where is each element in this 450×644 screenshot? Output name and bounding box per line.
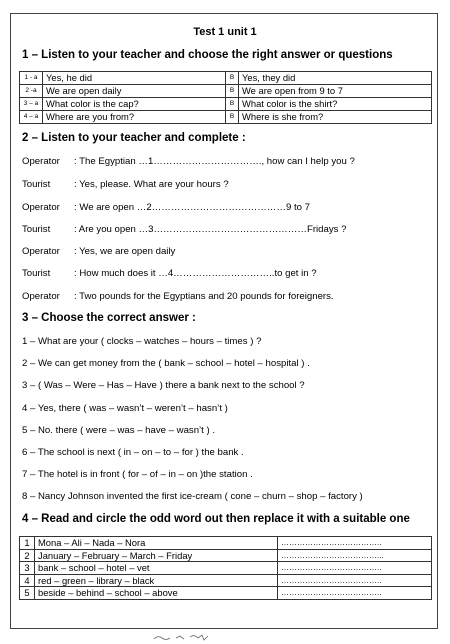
dialogue-line — [22, 291, 334, 302]
option-b-label: B — [226, 72, 239, 85]
dialogue-text: : How much does it …4…………………………..to get in ? — [74, 268, 317, 279]
answer-blank[interactable]: ……………………………….. — [278, 587, 432, 600]
row-number: 1 - a — [20, 72, 43, 85]
q2-heading: 2 – Listen to your teacher and complete : — [22, 132, 246, 144]
option-a[interactable]: We are open daily — [43, 85, 226, 98]
page-title: Test 1 unit 1 — [193, 26, 257, 38]
dialogue-line — [22, 224, 346, 235]
table-row — [20, 98, 432, 111]
table-row — [20, 72, 432, 85]
speaker-label: Operator — [22, 291, 60, 302]
question-item: 3 – ( Was – Were – Has – Have ) there a bank next to the school ? — [22, 380, 305, 391]
dialogue-text: : Yes, please. What are your hours ? — [74, 179, 229, 190]
speaker-label: Tourist — [22, 179, 51, 190]
word-list[interactable]: bank – school – hotel – vet — [35, 562, 278, 575]
option-a[interactable]: What color is the cap? — [43, 98, 226, 111]
dialogue-text: : Yes, we are open daily — [74, 246, 176, 257]
option-b-label: B — [226, 98, 239, 111]
q1-heading: 1 – Listen to your teacher and choose the right answer or questions — [22, 49, 393, 61]
answer-blank[interactable]: ………………………………... — [278, 549, 432, 562]
option-b[interactable]: What color is the shirt? — [239, 98, 432, 111]
table-row — [20, 537, 432, 550]
option-a[interactable]: Yes, he did — [43, 72, 226, 85]
row-number: 3 – a — [20, 98, 43, 111]
table-row — [20, 562, 432, 575]
row-number: 5 — [20, 587, 35, 600]
table-row — [20, 587, 432, 600]
question-item: 6 – The school is next ( in – on – to – for ) the bank . — [22, 447, 244, 458]
table-row — [20, 85, 432, 98]
option-a[interactable]: Where are you from? — [43, 111, 226, 124]
option-b[interactable]: Yes, they did — [239, 72, 432, 85]
question-item: 4 – Yes, there ( was – wasn’t – weren’t – hasn’t ) — [22, 403, 228, 414]
speaker-label: Tourist — [22, 268, 51, 279]
option-b[interactable]: We are open from 9 to 7 — [239, 85, 432, 98]
word-list[interactable]: beside – behind – school – above — [35, 587, 278, 600]
odd-word-table — [19, 536, 432, 600]
row-number: 4 – a — [20, 111, 43, 124]
dialogue-text: : Are you open …3…………………………………………Fridays ? — [74, 224, 347, 235]
dialogue-text: : The Egyptian …1……………………………., how can I help you ? — [74, 156, 355, 167]
option-b-label: B — [226, 111, 239, 124]
question-item: 7 – The hotel is in front ( for – of – in – on )the station . — [22, 469, 253, 480]
row-number: 2 -a — [20, 85, 43, 98]
speaker-label: Operator — [22, 246, 60, 257]
dialogue-line — [22, 268, 317, 279]
dialogue-line — [22, 156, 355, 167]
dialogue-text: : We are open …2……………………………………9 to 7 — [74, 202, 310, 213]
word-list[interactable]: red – green – library – black — [35, 574, 278, 587]
option-b[interactable]: Where is she from? — [239, 111, 432, 124]
question-item: 2 – We can get money from the ( bank – school – hotel – hospital ) . — [22, 358, 310, 369]
answer-blank[interactable]: ……………………………….. — [278, 574, 432, 587]
row-number: 4 — [20, 574, 35, 587]
speaker-label: Tourist — [22, 224, 51, 235]
dialogue-line — [22, 202, 310, 213]
dialogue-line — [22, 179, 229, 190]
speaker-label: Operator — [22, 202, 60, 213]
table-row — [20, 111, 432, 124]
row-number: 2 — [20, 549, 35, 562]
answer-blank[interactable]: ……………………………….. — [278, 537, 432, 550]
dialogue-text: : Two pounds for the Egyptians and 20 pounds for foreigners. — [74, 291, 334, 302]
row-number: 1 — [20, 537, 35, 550]
table-row — [20, 549, 432, 562]
word-list[interactable]: January – February – March – Friday — [35, 549, 278, 562]
word-list[interactable]: Mona – Ali – Nada – Nora — [35, 537, 278, 550]
speaker-label: Operator — [22, 156, 60, 167]
handwritten-scribble — [152, 632, 212, 642]
q4-heading: 4 – Read and circle the odd word out then replace it with a suitable one — [22, 513, 410, 525]
q3-heading: 3 – Choose the correct answer : — [22, 312, 196, 324]
option-b-label: B — [226, 85, 239, 98]
question-item: 1 – What are your ( clocks – watches – hours – times ) ? — [22, 336, 262, 347]
q1-answer-table — [19, 71, 432, 124]
table-row — [20, 574, 432, 587]
question-item: 5 – No. there ( were – was – have – wasn’t ) . — [22, 425, 216, 436]
dialogue-line — [22, 246, 175, 257]
question-item: 8 – Nancy Johnson invented the first ice-cream ( cone – churn – shop – factory ) — [22, 491, 363, 502]
row-number: 3 — [20, 562, 35, 575]
answer-blank[interactable]: ……………………………….. — [278, 562, 432, 575]
